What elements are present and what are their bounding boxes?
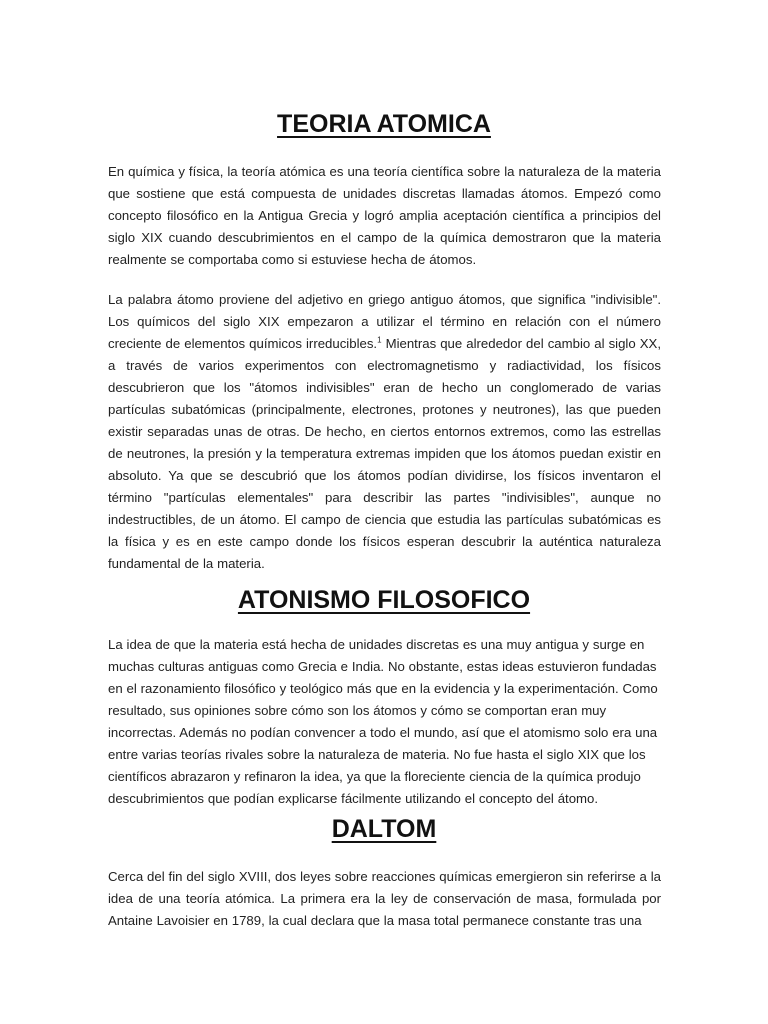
paragraph-text-before-footnote: La palabra átomo proviene del adjetivo en griego antiguo átomos, que significa "indivisible". Los químicos del siglo XIX empezaron a utilizar el término en relación con el número creciente de elementos químicos irreducibles. [108,292,661,351]
paragraph-intro: En química y física, la teoría atómica es una teoría científica sobre la naturaleza de la materia que sostiene que está compuesta de unidades discretas llamadas átomos. Empezó como concepto filosófico en la Antigua Grecia y logró amplia aceptación científica a principios del siglo XIX cuando descubrimientos en el campo de la química demostraron que la materia realmente se comportaba como si estuviese hecha de átomos. [108,164,661,267]
paragraph-text-after-footnote: Mientras que alrededor del cambio al siglo XX, a través de varios experimentos con electromagnetismo y radiactividad, los físicos descubrieron que los "átomos indivisibles" eran de hecho un conglomerado de varias partículas subatómicas (principalmente, electrones, protones y neutrones), las que pueden existir separadas unas de otras. De hecho, en ciertos entornos extremos, como las estrellas de neutrones, la presión y la temperatura extremas impiden que los átomos puedan existir en absoluto. Ya que se descubrió que los átomos podían dividirse, los físicos inventaron el término "partículas elementales" para describir las partes "indivisibles", aunque no indestructibles, de un átomo. El campo de ciencia que estudia las partículas subatómicas es la física y es en este campo donde los físicos esperan descubrir la auténtica naturaleza fundamental de la materia. [108,336,661,571]
paragraph-atomo-etimologia [108,289,661,575]
section-title-atonismo-filosofico: ATONISMO FILOSOFICO [237,586,531,614]
paragraph-atonismo: La idea de que la materia está hecha de unidades discretas es una muy antigua y surge en muchas culturas antiguas como Grecia e India. No obstante, estas ideas estuvieron fundadas en el razonamiento filosófico y teológico más que en la evidencia y la experimentación. Como resultado, sus opiniones sobre cómo son los átomos y cómo se comportan eran muy incorrectas. Además no podían convencer a todo el mundo, así que el atomismo solo era una entre varias teorías rivales sobre la naturaleza de materia. No fue hasta el siglo XIX que los científicos abrazaron y refinaron la idea, ya que la floreciente ciencia de la química produjo descubrimientos que podían explicarse fácilmente utilizando el concepto del átomo. [108,637,658,806]
section-title-daltom: DALTOM [331,815,437,843]
section-title-teoria-atomica: TEORIA ATOMICA [277,110,491,138]
footnote-marker: 1 [377,335,382,345]
paragraph-daltom: Cerca del fin del siglo XVIII, dos leyes sobre reacciones químicas emergieron sin referirse a la idea de una teoría atómica. La primera era la ley de conservación de masa, formulada por Antaine Lavoisier en 1789, la cual declara que la masa total permanece constante tras una [108,869,661,928]
